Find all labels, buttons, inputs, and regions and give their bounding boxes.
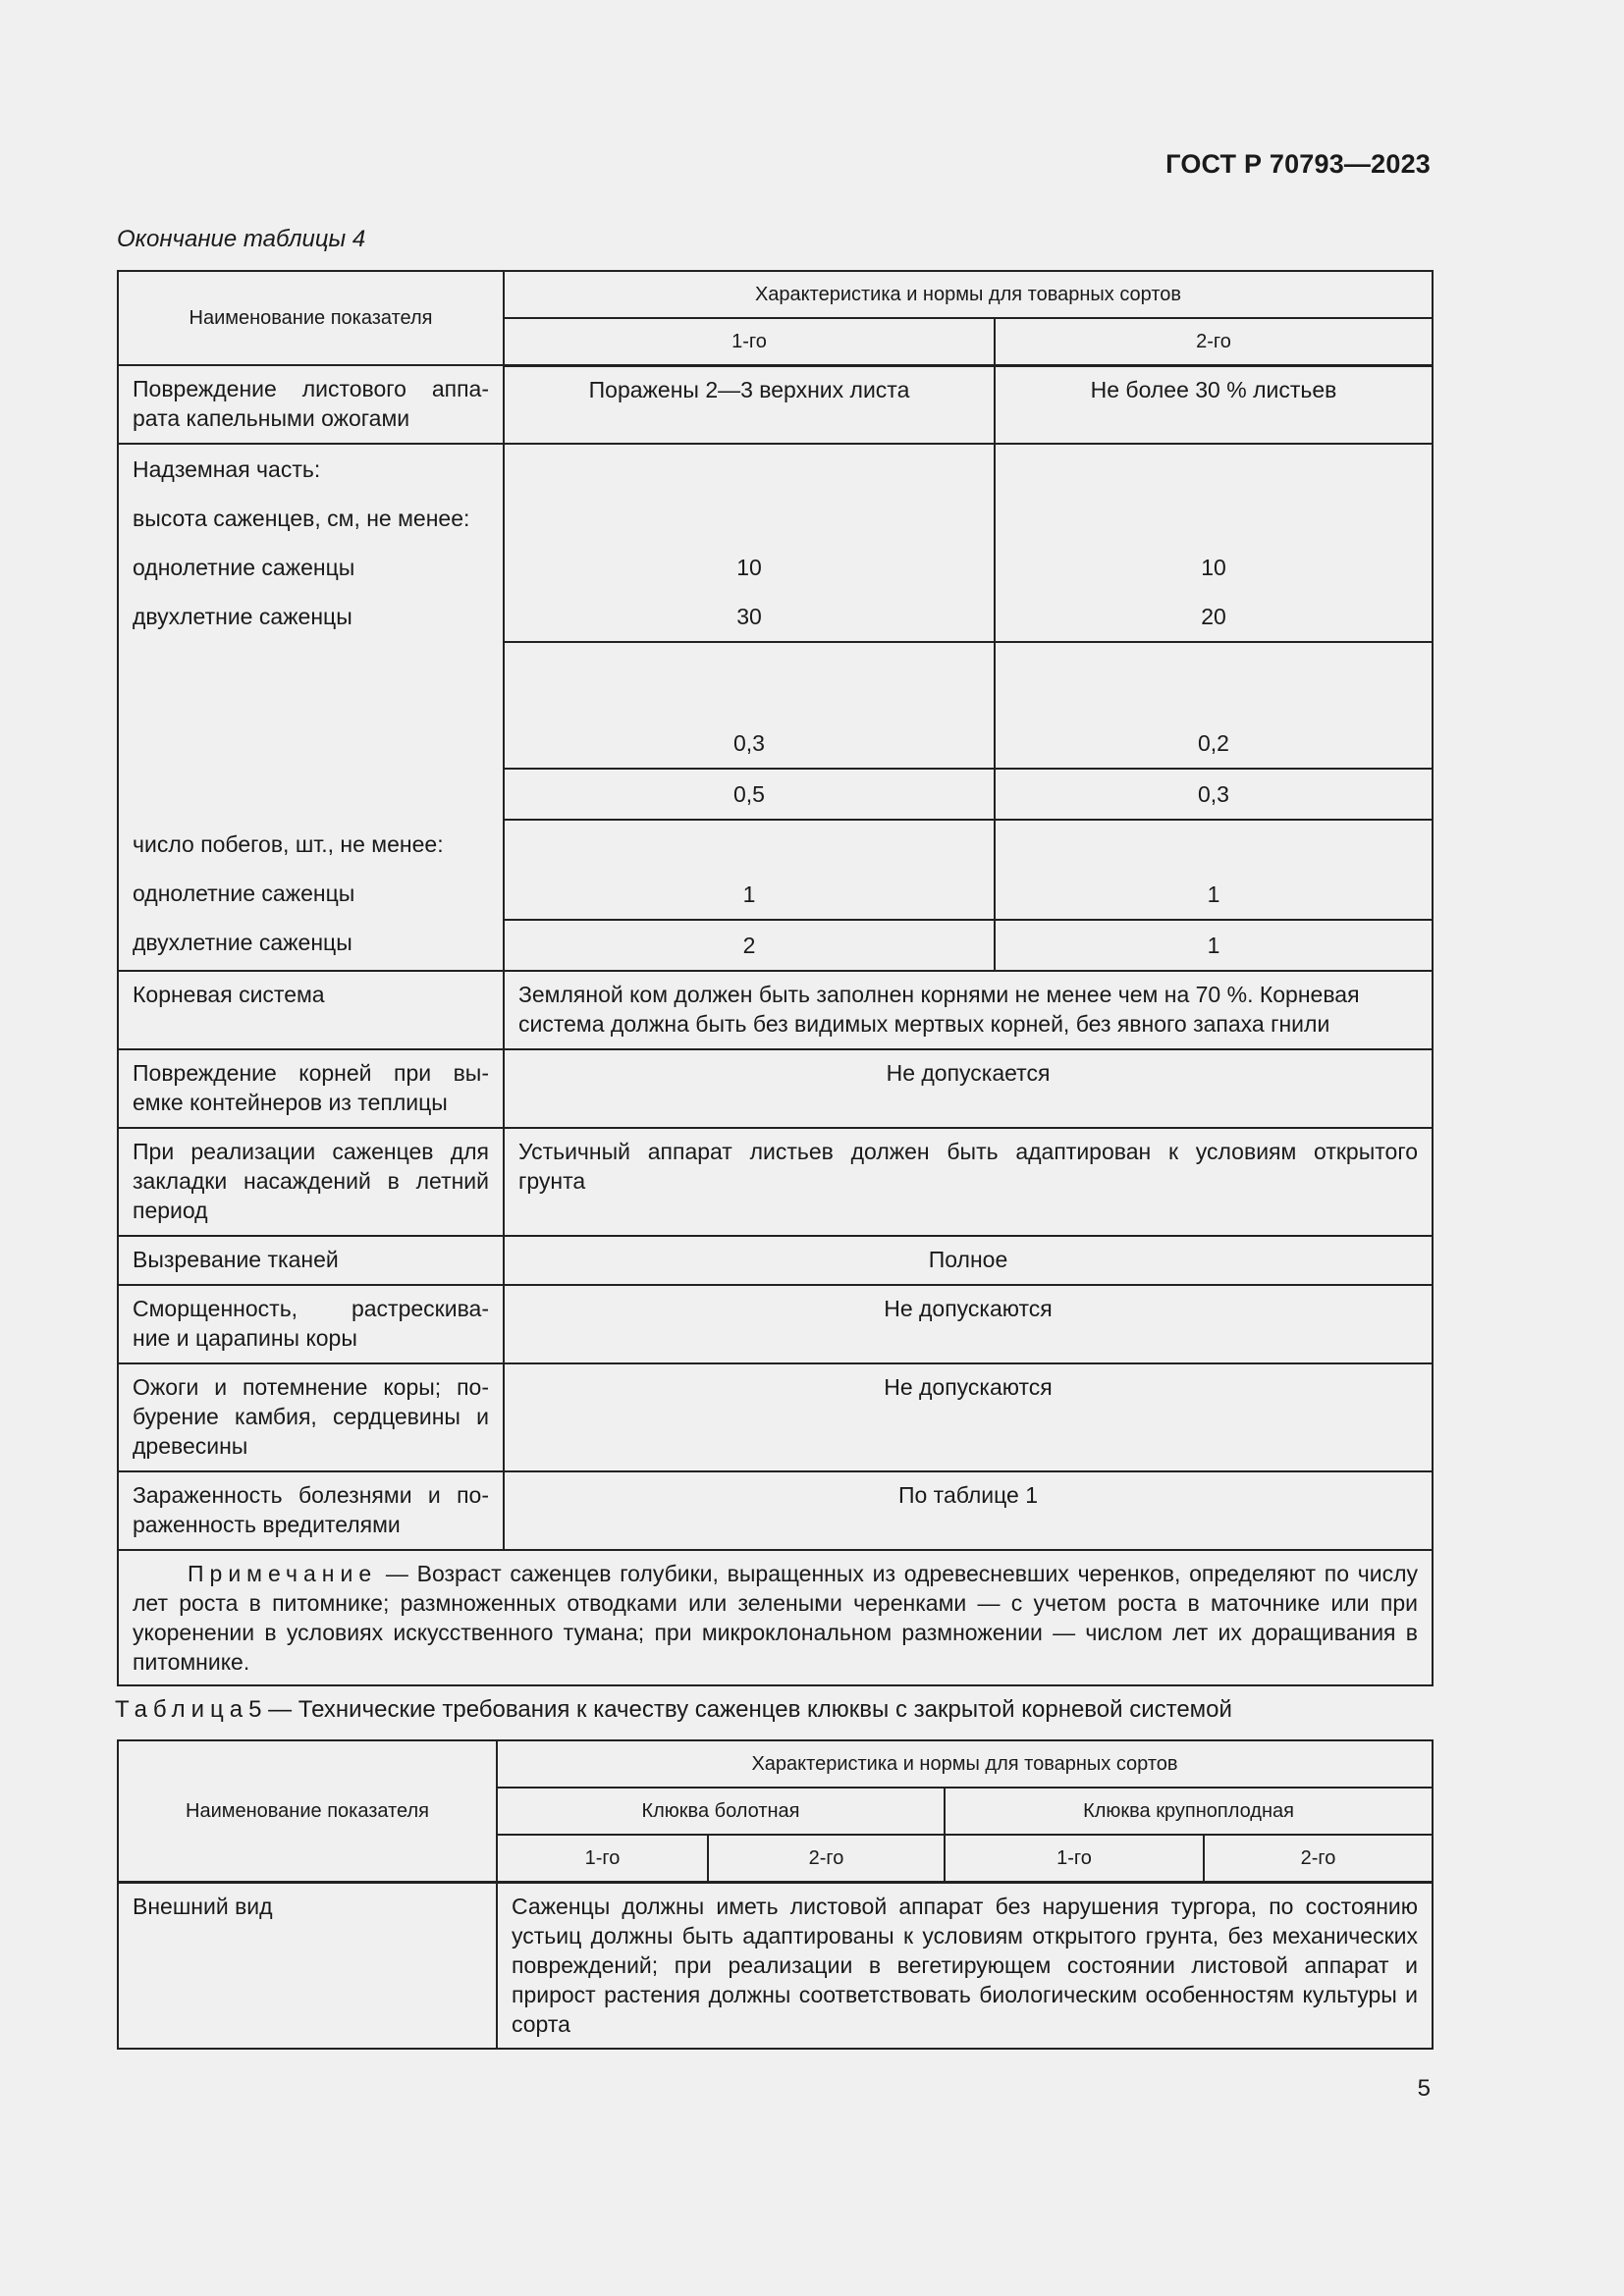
note-text: — Возраст саженцев голубики, выращенных из одревесневших черенков, определяют по числу лет роста в питомнике; размноженных отводками или зелеными черенками — с учетом роста в маточнике или при укоренении в условиях искусственного тумана; при микроклональном размножении — числом лет их доращивания в питомнике. xyxy=(133,1561,1418,1675)
t5-header-large: Клюква крупноплодная xyxy=(945,1788,1433,1835)
row-cracking-name: Сморщенность, растрескива- ние и царапины коры xyxy=(118,1285,504,1363)
row-maturation-name: Вызревание тканей xyxy=(118,1236,504,1285)
t5-header-bog: Клюква болотная xyxy=(497,1788,945,1835)
row-root-system-value: Земляной ком должен быть заполнен корнями не менее чем на 70 %. Корневая система должна быть без видимых мертвых корней, без явного запаха гнили xyxy=(504,971,1433,1049)
row-leaf-damage-grade2: Не более 30 % листьев xyxy=(995,365,1433,444)
table4 xyxy=(117,270,1434,1686)
row-aboveground-name: Надземная часть: высота саженцев, см, не менее: однолетние саженцы двухлетние саженцы xyxy=(118,444,504,820)
shoots-biennial-grade2: 1 xyxy=(995,920,1433,971)
row-burns-value: Не допускаются xyxy=(504,1363,1433,1471)
diam-biennial-grade2: 0,3 xyxy=(995,769,1433,820)
t5-header-group: Характеристика и нормы для товарных сортов xyxy=(497,1740,1433,1788)
header-grade-2: 2-го xyxy=(995,318,1433,365)
height-grade2: 10 20 xyxy=(995,444,1433,642)
t5-header-bog-grade2: 2-го xyxy=(708,1835,945,1882)
row-leaf-damage-name: Повреждение листового аппа- рата капельными ожогами xyxy=(118,365,504,444)
row-summer-name: При реализации саженцев для закладки насаждений в летний период xyxy=(118,1128,504,1236)
row-leaf-damage-grade1: Поражены 2—3 верхних листа xyxy=(504,365,995,444)
row-maturation-value: Полное xyxy=(504,1236,1433,1285)
row-burns-name: Ожоги и потемнение коры; по- бурение камбия, сердцевины и древесины xyxy=(118,1363,504,1471)
row-summer-value: Устьичный аппарат листьев должен быть адаптирован к условиям открытого грунта xyxy=(504,1128,1433,1236)
row-shoots-name: число побегов, шт., не менее: однолетние саженцы двухлетние саженцы xyxy=(118,820,504,971)
row-root-system-name: Корневая система xyxy=(118,971,504,1049)
header-group: Характеристика и нормы для товарных сортов xyxy=(504,271,1433,318)
row-disease-name: Зараженность болезнями и по- раженность вредителями xyxy=(118,1471,504,1550)
t5-header-name-column: Наименование показателя xyxy=(118,1740,497,1882)
table5 xyxy=(117,1739,1434,2050)
shoots-biennial-grade1: 2 xyxy=(504,920,995,971)
row-root-damage-name: Повреждение корней при вы- емке контейнеров из теплицы xyxy=(118,1049,504,1128)
page-number: 5 xyxy=(1417,2075,1431,2102)
note-label: Примечание xyxy=(188,1561,378,1586)
table4-caption: Окончание таблицы 4 xyxy=(117,226,366,252)
row-root-damage-value: Не допускается xyxy=(504,1049,1433,1128)
diam-annual-grade1: 0,3 xyxy=(504,642,995,769)
t5-header-bog-grade1: 1-го xyxy=(497,1835,708,1882)
diam-biennial-grade1: 0,5 xyxy=(504,769,995,820)
document-code: ГОСТ Р 70793—2023 xyxy=(1165,149,1431,179)
diam-annual-grade2: 0,2 xyxy=(995,642,1433,769)
t5-row-appearance-name: Внешний вид xyxy=(118,1882,497,2049)
table5-caption: Таблица5 — Технические требования к качеству саженцев клюквы с закрытой корневой системой xyxy=(115,1696,1232,1723)
t5-row-appearance-value: Саженцы должны иметь листовой аппарат без нарушения тургора, по состоянию устьиц должны быть адаптированы к условиям открытого грунта, без механических повреждений; при реализации в вегетирующем состоянии листовой аппарат и прирост растения должны соответствовать биологическим особенностям культуры и сорта xyxy=(497,1882,1433,2049)
t5-header-large-grade1: 1-го xyxy=(945,1835,1204,1882)
row-disease-value: По таблице 1 xyxy=(504,1471,1433,1550)
shoots-annual-grade1: 1 xyxy=(504,820,995,920)
table4-note xyxy=(118,1550,1433,1685)
row-cracking-value: Не допускаются xyxy=(504,1285,1433,1363)
header-grade-1: 1-го xyxy=(504,318,995,365)
height-grade1: 10 30 xyxy=(504,444,995,642)
shoots-annual-grade2: 1 xyxy=(995,820,1433,920)
t5-header-large-grade2: 2-го xyxy=(1204,1835,1433,1882)
header-name-column: Наименование показателя xyxy=(118,271,504,365)
